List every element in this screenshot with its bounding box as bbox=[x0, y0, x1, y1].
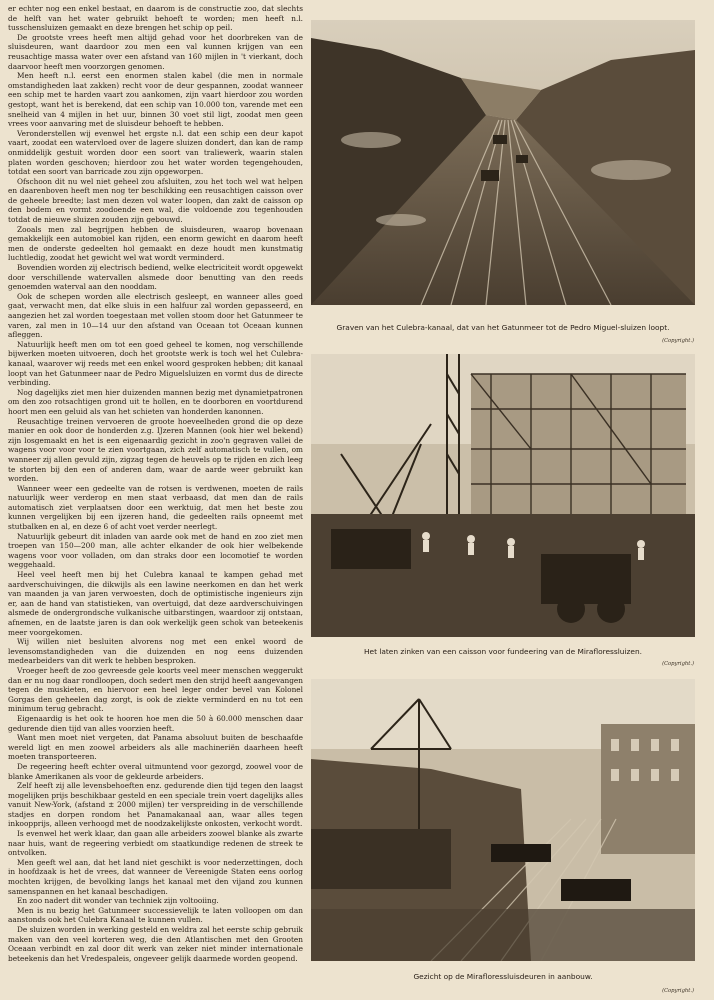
article-paragraph: Men heeft n.l. eerst een enormen stalen kabel (die men in normale omstandigheden laat zakken) recht voor de deur gespannen, zoodat wanneer een schip met te harden vaart zou aankomen, zijn vaart hierdoor zou worden gestopt, want het is berekend, dat een schip van 10.000 ton, varende met een snelheid van 4 mijlen in het uur, binnen 30 voet stil ligt, zoodat men geen vrees voor aanvaring met de sluisdeur behoeft te hebben. bbox=[8, 71, 303, 129]
photo-caisson-sinking bbox=[311, 354, 695, 637]
copyright-note: (Copyright.) bbox=[662, 988, 694, 994]
caisson-sinking-image bbox=[311, 354, 695, 637]
article-paragraph: En zoo nadert dit wonder van techniek zijn voltooiing. bbox=[17, 896, 219, 906]
article-paragraph: Nog dagelijks ziet men hier duizenden mannen bezig met dynamietpatronen om den zoo rotsachtigen grond uit te hollen, en te doorboren en voortdurend hoort men een geluid als van het schieten van honderden kanonnen. bbox=[8, 387, 303, 416]
article-paragraph: Ofschoon dit nu wel niet geheel zou afsluiten, zou het toch wel wat helpen en daarenboven heeft men nog ter beschikking een reusachtigen caisson over de geheele breedte; last men dezen vol water loopen, dan zakt de caisson op den bodem en vormt zoodoende een wal, die voldoende zou tegenhouden totdat de nieuwe sluizen zouden zijn gebouwd. bbox=[8, 176, 303, 225]
article-paragraph: Natuurlijk heeft men om tot een goed geheel te komen, nog verschillende bijwerken moeten uitvoeren, doch het grootste werk is toch wel het Culebra-kanaal, waarover wij reeds met een enkel woord gesproken hebben; dit kanaal loopt van het Gatunmeer naar de Pedro Miguelsluizen en vormt dus de directe verbinding. bbox=[8, 339, 303, 388]
photo-caption: Graven van het Culebra-kanaal, dat van het Gatunmeer tot de Pedro Miguel-sluizen loopt. bbox=[336, 323, 670, 332]
miraflores-lock-gates-image bbox=[311, 679, 695, 961]
photo-caption: Het laten zinken van een caisson voor fundeering van de Mirafloressluizen. bbox=[363, 647, 643, 656]
copyright-note: (Copyright.) bbox=[662, 338, 694, 344]
photo-culebra-excavation bbox=[311, 20, 695, 305]
article-paragraph: Wanneer weer een gedeelte van de rotsen is verdwenen, moeten de rails natuurlijk weer verderop en men staat verbaasd, dat men dan de rails automatisch ziet verplaatsen door een werktuig, dat men het beste zou kunnen vergelijken bij een ijzeren hand, die gedeelten rails opneemt met stutbalken en al, en deze 6 of acht voet verder neerlegt. bbox=[8, 483, 303, 532]
article-paragraph: Natuurlijk gebeurt dit inladen van aarde ook met de hand en zoo ziet men troepen van 150—200 man, alle achter elkander de ook hier welbekende wagens voor voor volladen, om dan straks door een locomotief te worden weggehaald. bbox=[8, 531, 303, 570]
article-paragraph: Bovendien worden zij electrisch bediend, welke electriciteit wordt opgewekt door verschillende watervallen alsmede door benutting van den reeds genoemden waterval aan den nooddam. bbox=[8, 263, 303, 292]
article-paragraph: Men geeft wel aan, dat het land niet geschikt is voor nederzettingen, doch in hoofdzaak is het de vrees, dat wanneer de Vereenigde Staten eens oorlog mochten krijgen, de bevolking langs het kanaal met den vijand zou kunnen samenspannen en het kanaal beschadigen. bbox=[8, 857, 303, 896]
article-paragraph: Eigenaardig is het ook te hooren hoe men die 50 à 60.000 menschen daar gedurende dien tijd van alles voorzien heeft. bbox=[8, 713, 303, 733]
article-paragraph: Vroeger heeft de zoo gevreesde gele koorts veel meer menschen weggerukt dan er nu nog daar rondloopen, doch sedert men den strijd heeft aangevangen tegen de muskieten, en hiervoor een heel leger onder bevel van Kolonel Gorgas den geheelen dag zorgt, is ook de ziekte verminderd en nu tot een minimum terug gebracht. bbox=[8, 665, 303, 714]
article-paragraph: Veronderstellen wij evenwel het ergste n.l. dat een schip een deur kapot vaart, zoodat een watervloed over de lagere sluizen dondert, dan kan de ramp onmiddelijk gestuit worden door een soort van traliewerk, waarin stalen platen worden geschoven; hierdoor zou het water worden tegengehouden, totdat een soort van barricade zou zijn opgeworpen. bbox=[8, 128, 303, 177]
article-paragraph: Zooals men zal begrijpen hebben de sluisdeuren, waarop bovenaan gemakkelijk een automobiel kan rijden, een enorm gewicht en daarom heeft men de onderste gedeelten hol gemaakt en deze houdt men kunstmatig luchtledig, zoodat het gewicht wel wat wordt verminderd. bbox=[8, 224, 303, 263]
article-paragraph: Reusachtige treinen vervoeren de groote hoeveelheden grond die op deze manier en ook door de honderden z.g. IJzeren Mannen (ook hier wel bekend) zijn losgemaakt en het is een eigenaardig gezicht in zoo'n gegraven vallei de wagens voor voor voor te zien voortgaan, zich zelf automatisch te vullen, om wanneer zij allen gevuld zijn, zigzag tegen de heuvels op te rijden en zich leeg te storten bij den een of anderen dam, waar de aarde weer gebruikt kan worden. bbox=[8, 416, 303, 484]
article-paragraph: Heel veel heeft men bij het Culebra kanaal te kampen gehad met aardverschuivingen, die dikwijls als een lawine neerkomen en dan het werk van maanden ja van jaren verwoesten, doch de optimistische ingenieurs zijn er, aan de hand van statistieken, van overtuigd, dat deze aardverschuivingen alsmede de ondergrondsche vulkanische uitbarstingen, waardoor zij ontstaan, afnemen, en de laatste jaren is dan ook werkelijk geen schok van beteekenis meer voorgekomen. bbox=[8, 570, 303, 637]
article-text-column bbox=[8, 4, 303, 994]
article-paragraph: De sluizen worden in werking gesteld en weldra zal het eerste schip gebruik maken van den veel korteren weg, die den Atlantischen met den Grooten Oceaan verbindt en zal door dit werk van zeker niet minder internationale beteekenis dan het Vredespaleis, ongeveer gelijk daarmede worden geopend. bbox=[8, 925, 303, 963]
article-paragraph: Men is nu bezig het Gatunmeer successievelijk te laten volloopen om dan aanstonds ook het Culebra Kanaal te kunnen vullen. bbox=[8, 905, 303, 925]
photo-miraflores-lock-gates bbox=[311, 679, 695, 961]
photo-caption: Gezicht op de Mirafloressluisdeuren in aanbouw. bbox=[413, 972, 593, 981]
article-paragraph: De regeering heeft echter overal uitmuntend voor gezorgd, zoowel voor de blanke Amerikanen als voor de gekleurde arbeiders. bbox=[8, 761, 303, 781]
article-paragraph: De grootste vrees heeft men altijd gehad voor het doorbreken van de sluisdeuren, want daardoor zou men een val kunnen krijgen van een reusachtige massa water over een afstand van 160 mijlen in 't vierkant, doch daarvoor heeft men voorzorgen genomen. bbox=[8, 32, 303, 71]
culebra-excavation-image bbox=[311, 20, 695, 305]
article-paragraph: Is evenwel het werk klaar, dan gaan alle arbeiders zoowel blanke als zwarte naar huis, want de regeering verbiedt om staatkundige redenen de streek te ontvolken. bbox=[8, 829, 303, 858]
article-paragraph: Wij willen niet besluiten alvorens nog met een enkel woord de levensomstandigheden van die duizenden en nog eens duizenden medearbeiders van dit werk te hebben besproken. bbox=[8, 637, 303, 666]
article-paragraph: Ook de schepen worden alle electrisch gesleept, en wanneer alles goed gaat, verwacht men, dat elke sluis in een halfuur zal worden gepasseerd, en aangezien het zal worden toegestaan met vollen stoom door het Gatunmeer te varen, zal men in 10—14 uur den afstand van Oceaan tot Oceaan kunnen afleggen. bbox=[8, 291, 303, 340]
article-paragraph: er echter nog een enkel bestaat, en daarom is de constructie zoo, dat slechts de helft van het water gebruikt behoeft te worden; men heeft n.l. tusschensluizen gemaakt en deze brengen het schip op peil. bbox=[8, 4, 303, 33]
article-paragraph: Zelf heeft zij alle levensbehoeften enz. gedurende dien tijd tegen den laagst mogelijken prijs beschikbaar gesteld en een speciale trein voert dagelijks alles vanuit New-York, (afstand ± 2000 mijlen) ter verspreiding in de verschillende stadjes en dorpen rondom het Panamakanaal aan, waar alles tegen inkoopprijs, alleen verhoogd met de noodzakelijkste onkosten, verkocht wordt. bbox=[8, 781, 303, 829]
article-paragraph: Want men moet niet vergeten, dat Panama absoluut buiten de beschaafde wereld ligt en men zoowel arbeiders als alle machineriën daarheen heeft moeten transporteeren. bbox=[8, 733, 303, 762]
copyright-note: (Copyright.) bbox=[662, 661, 694, 667]
